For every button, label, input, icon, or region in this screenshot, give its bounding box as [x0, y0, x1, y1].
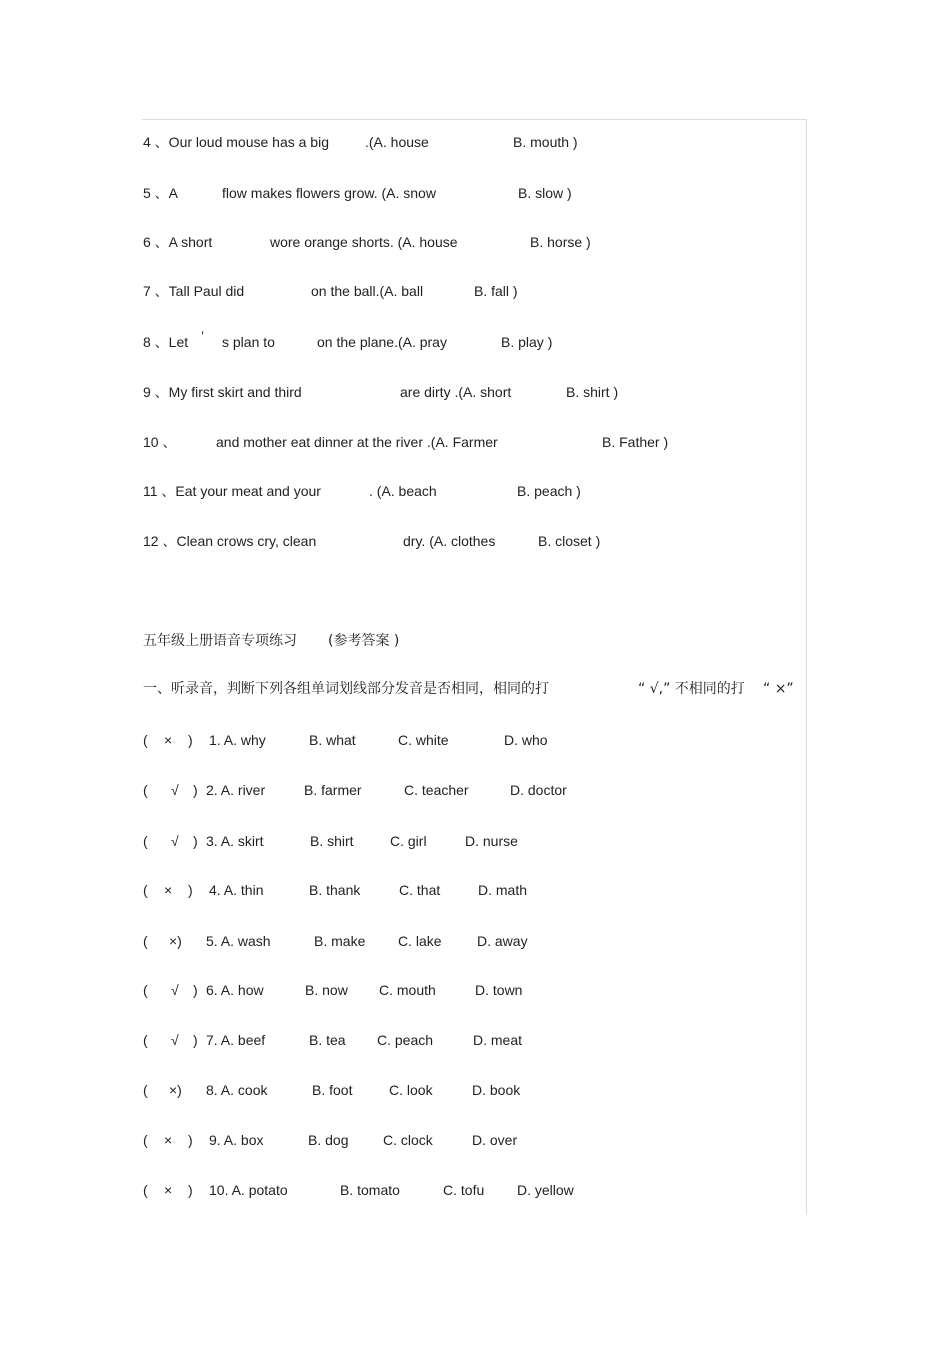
- word-b: B. thank: [309, 882, 361, 898]
- word-a: 10. A. potato: [209, 1182, 288, 1198]
- paren-open: (: [143, 1182, 148, 1198]
- word-b: B. tomato: [340, 1182, 400, 1198]
- answer-title-main: 五年级上册语音专项练习: [143, 633, 297, 649]
- word-c: C. mouth: [379, 982, 436, 998]
- word-d: D. book: [472, 1082, 521, 1098]
- instruction-cross: “ ×”: [763, 681, 794, 697]
- word-d: D. over: [472, 1132, 518, 1148]
- word-c: C. clock: [383, 1132, 433, 1148]
- question-text: 5 、A: [143, 185, 179, 201]
- answer-mark: ×: [164, 732, 173, 748]
- word-b: B. now: [305, 982, 348, 998]
- answer-mark: √: [171, 782, 179, 798]
- option-b: B. closet ): [538, 533, 601, 549]
- paren-open: (: [143, 882, 148, 898]
- paren-open: (: [143, 982, 148, 998]
- option-a: .(A. house: [365, 134, 429, 150]
- question-text: flow makes flowers grow. (A. snow: [222, 185, 436, 201]
- word-c: C. tofu: [443, 1182, 485, 1198]
- word-b: B. shirt: [310, 833, 354, 849]
- word-b: B. what: [309, 732, 356, 748]
- word-c: C. peach: [377, 1032, 434, 1048]
- word-b: B. dog: [308, 1132, 349, 1148]
- question-text: 12 、Clean crows cry, clean: [143, 533, 317, 549]
- word-c: C. girl: [390, 833, 427, 849]
- word-b: B. tea: [309, 1032, 346, 1048]
- option-b: B. play ): [501, 334, 553, 350]
- word-d: D. nurse: [465, 833, 518, 849]
- word-a: 2. A. river: [206, 782, 266, 798]
- option-b: B. peach ): [517, 483, 581, 499]
- question-text: on the plane.(A. pray: [317, 334, 447, 350]
- answer-mark: ×: [164, 1132, 173, 1148]
- word-a: 4. A. thin: [209, 882, 264, 898]
- question-text: 6 、A short: [143, 234, 213, 250]
- word-c: C. white: [398, 732, 449, 748]
- word-a: 7. A. beef: [206, 1032, 266, 1048]
- question-text: 11 、Eat your meat and your: [143, 483, 321, 499]
- paren-close: ): [188, 732, 193, 748]
- word-b: B. foot: [312, 1082, 353, 1098]
- answer-mark: √: [171, 1032, 179, 1048]
- word-d: D. town: [475, 982, 523, 998]
- option-b: B. horse ): [530, 234, 591, 250]
- question-text: 7 、Tall Paul did: [143, 283, 245, 299]
- option-b: B. slow ): [518, 185, 572, 201]
- word-a: 8. A. cook: [206, 1082, 268, 1098]
- option-b: B. Father ): [602, 434, 669, 450]
- paren-open: (: [143, 833, 148, 849]
- word-d: D. doctor: [510, 782, 567, 798]
- word-d: D. math: [478, 882, 528, 898]
- paren-close: ): [193, 833, 198, 849]
- option-b: B. fall ): [474, 283, 518, 299]
- word-a: 6. A. how: [206, 982, 264, 998]
- answer-mark: ×): [169, 933, 182, 949]
- paren-open: (: [143, 1132, 148, 1148]
- answer-title-paren: (参考答案 ): [328, 633, 400, 649]
- paren-close: ): [188, 1182, 193, 1198]
- option-b: B. mouth ): [513, 134, 578, 150]
- word-c: C. lake: [398, 933, 442, 949]
- word-a: 3. A. skirt: [206, 833, 264, 849]
- word-d: D. yellow: [517, 1182, 574, 1198]
- instruction-text: 一、听录音，判断下列各组单词划线部分发音是否相同，相同的打: [143, 681, 549, 697]
- question-text: dry. (A. clothes: [403, 533, 496, 549]
- paren-open: (: [143, 782, 148, 798]
- word-d: D. who: [504, 732, 548, 748]
- paren-close: ): [188, 1132, 193, 1148]
- word-b: B. make: [314, 933, 366, 949]
- paren-close: ): [193, 782, 198, 798]
- answer-mark: ×: [164, 882, 173, 898]
- question-text: 10 、: [143, 434, 177, 450]
- word-b: B. farmer: [304, 782, 362, 798]
- answer-mark: √: [171, 982, 179, 998]
- instruction-check: “ √,” 不相同的打: [638, 681, 745, 697]
- word-a: 1. A. why: [209, 732, 266, 748]
- word-d: D. meat: [473, 1032, 523, 1048]
- option-a: . (A. beach: [369, 483, 437, 499]
- answer-mark: ×): [169, 1082, 182, 1098]
- apostrophe: ’: [201, 328, 205, 344]
- paren-open: (: [143, 933, 148, 949]
- word-c: C. look: [389, 1082, 433, 1098]
- question-text: s plan to: [222, 334, 275, 350]
- paren-open: (: [143, 1082, 148, 1098]
- word-c: C. that: [399, 882, 441, 898]
- question-text: 8 、Let: [143, 334, 189, 350]
- question-text: wore orange shorts. (A. house: [270, 234, 458, 250]
- word-a: 5. A. wash: [206, 933, 271, 949]
- word-d: D. away: [477, 933, 528, 949]
- answer-mark: ×: [164, 1182, 173, 1198]
- paren-open: (: [143, 732, 148, 748]
- question-text: 9 、My first skirt and third: [143, 384, 302, 400]
- question-text: and mother eat dinner at the river .(A. Farmer: [216, 434, 498, 450]
- paren-close: ): [188, 882, 193, 898]
- paren-close: ): [193, 1032, 198, 1048]
- question-text: are dirty .(A. short: [400, 384, 512, 400]
- word-a: 9. A. box: [209, 1132, 264, 1148]
- question-text: on the ball.(A. ball: [311, 283, 424, 299]
- paren-close: ): [193, 982, 198, 998]
- word-c: C. teacher: [404, 782, 469, 798]
- option-b: B. shirt ): [566, 384, 619, 400]
- question-text: 4 、Our loud mouse has a big: [143, 134, 329, 150]
- answer-mark: √: [171, 833, 179, 849]
- paren-open: (: [143, 1032, 148, 1048]
